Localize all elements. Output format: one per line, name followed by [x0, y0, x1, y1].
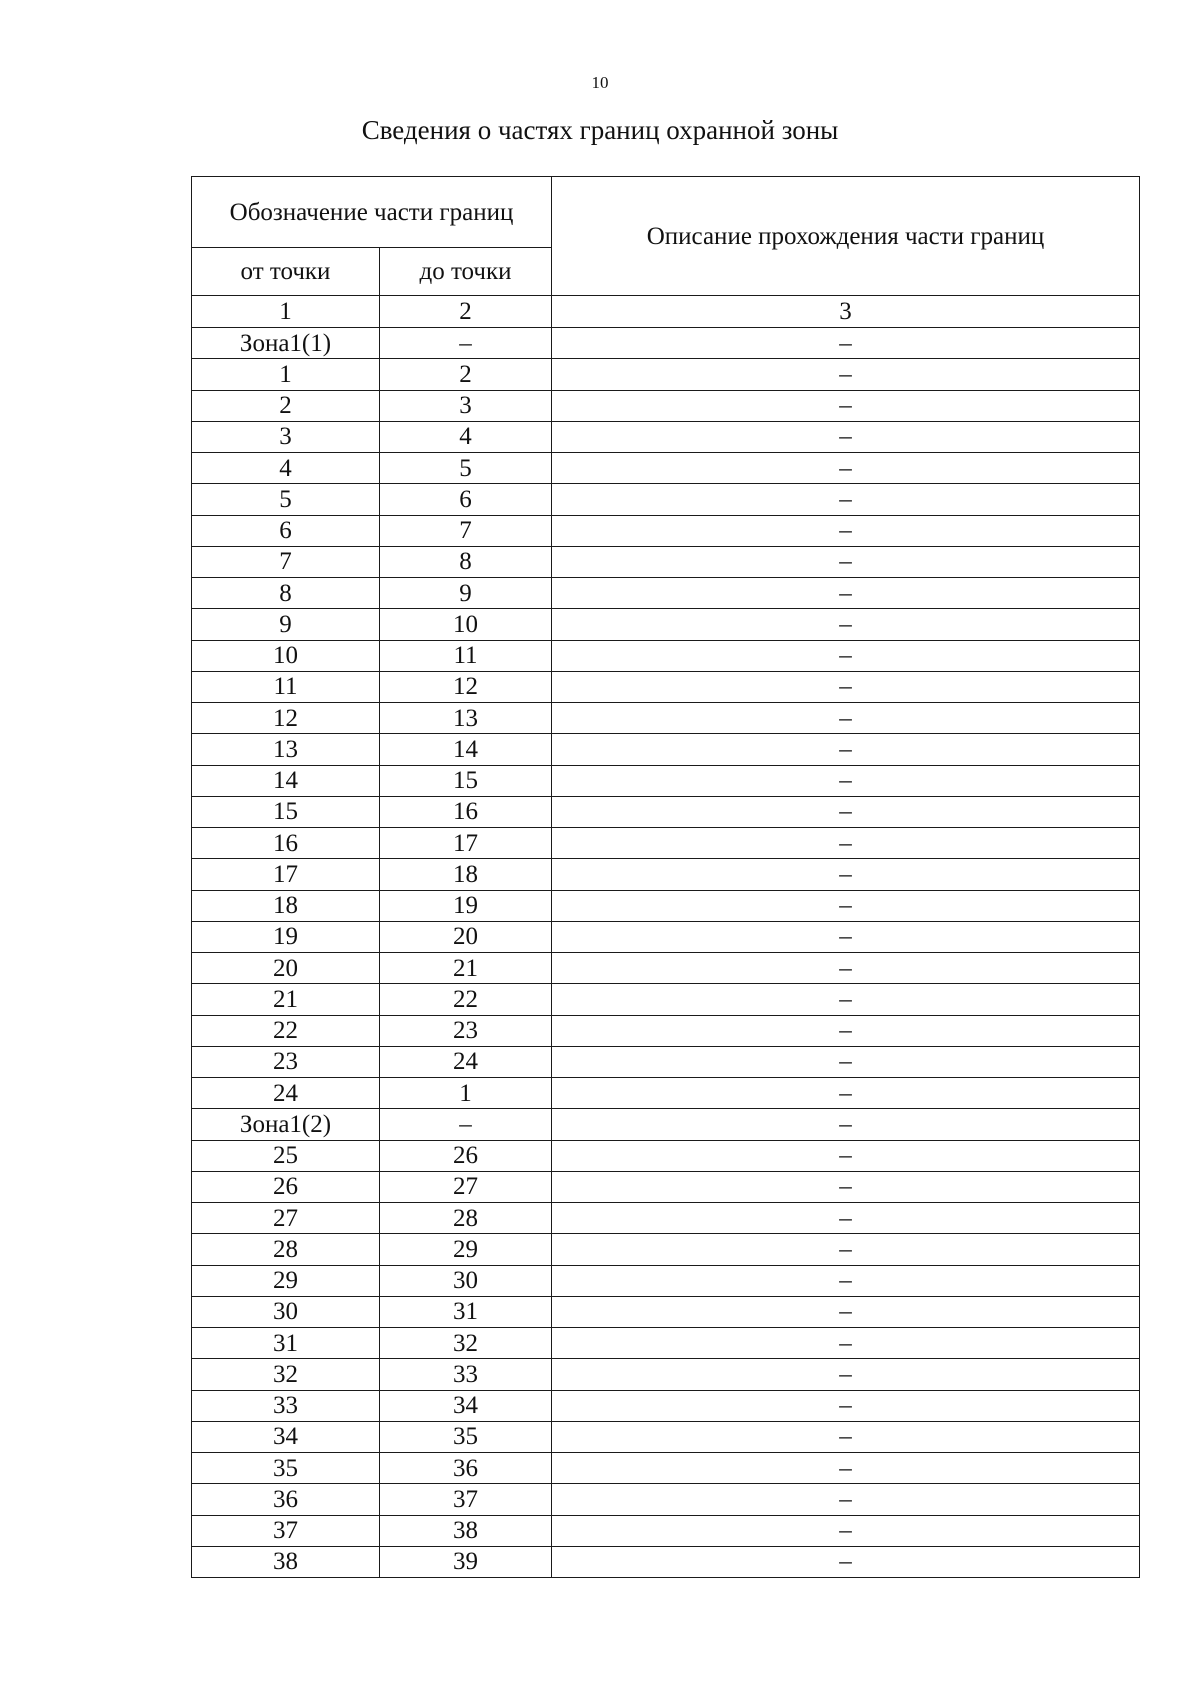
from-point-cell: 19 — [192, 921, 380, 952]
to-point-cell: 39 — [380, 1546, 552, 1577]
table-row — [192, 359, 1140, 390]
description-header: Описание прохождения части границ — [552, 177, 1140, 296]
description-cell: – — [552, 1140, 1140, 1171]
from-point-cell: 21 — [192, 984, 380, 1015]
to-point-cell: 6 — [380, 484, 552, 515]
description-cell: – — [552, 796, 1140, 827]
to-point-cell: 4 — [380, 421, 552, 452]
description-cell: – — [552, 1109, 1140, 1140]
table-row — [192, 1546, 1140, 1577]
description-cell: – — [552, 1046, 1140, 1077]
table-row — [192, 703, 1140, 734]
table-row — [192, 640, 1140, 671]
to-point-cell: 32 — [380, 1328, 552, 1359]
to-point-cell: 10 — [380, 609, 552, 640]
to-point-cell: 20 — [380, 921, 552, 952]
table-row — [192, 859, 1140, 890]
description-cell: – — [552, 1515, 1140, 1546]
to-point-cell: 16 — [380, 796, 552, 827]
description-cell: – — [552, 453, 1140, 484]
from-point-cell: 18 — [192, 890, 380, 921]
description-cell: – — [552, 703, 1140, 734]
table-row — [192, 1140, 1140, 1171]
description-cell: – — [552, 484, 1140, 515]
from-point-cell: 34 — [192, 1421, 380, 1452]
table-row — [192, 1171, 1140, 1202]
description-cell: – — [552, 984, 1140, 1015]
from-point-cell: 3 — [192, 421, 380, 452]
from-point-cell: 31 — [192, 1328, 380, 1359]
table-row — [192, 453, 1140, 484]
to-point-cell: 3 — [380, 390, 552, 421]
to-point-cell: 26 — [380, 1140, 552, 1171]
table-row — [192, 390, 1140, 421]
from-point-cell: 20 — [192, 953, 380, 984]
to-point-cell: 27 — [380, 1171, 552, 1202]
from-point-cell: 16 — [192, 828, 380, 859]
page-number: 10 — [591, 73, 609, 92]
from-point-cell: 2 — [192, 390, 380, 421]
table-row — [192, 1484, 1140, 1515]
description-cell: – — [552, 609, 1140, 640]
from-point-cell: 28 — [192, 1234, 380, 1265]
description-cell: – — [552, 1390, 1140, 1421]
description-cell: – — [552, 1234, 1140, 1265]
description-cell: – — [552, 1078, 1140, 1109]
to-point-cell: 30 — [380, 1265, 552, 1296]
from-point-cell: 37 — [192, 1515, 380, 1546]
from-point-cell: 23 — [192, 1046, 380, 1077]
from-point-cell: 4 — [192, 453, 380, 484]
table-row — [192, 828, 1140, 859]
table-row — [192, 1109, 1140, 1140]
from-point-cell: 32 — [192, 1359, 380, 1390]
table-row — [192, 328, 1140, 359]
table-row — [192, 734, 1140, 765]
from-point-cell: 8 — [192, 578, 380, 609]
to-point-cell: 24 — [380, 1046, 552, 1077]
description-cell: – — [552, 640, 1140, 671]
to-point-cell: 12 — [380, 671, 552, 702]
from-point-header: от точки — [192, 248, 380, 296]
to-point-cell: 2 — [380, 359, 552, 390]
table-row — [192, 1359, 1140, 1390]
from-point-cell: 6 — [192, 515, 380, 546]
from-point-cell: 12 — [192, 703, 380, 734]
table-row — [192, 796, 1140, 827]
from-point-cell: 36 — [192, 1484, 380, 1515]
to-point-cell: – — [380, 328, 552, 359]
to-point-header: до точки — [380, 248, 552, 296]
description-cell: – — [552, 515, 1140, 546]
column-number-row — [192, 296, 1140, 328]
table-row — [192, 484, 1140, 515]
table-row — [192, 1015, 1140, 1046]
table-row — [192, 921, 1140, 952]
table-row — [192, 546, 1140, 577]
to-point-cell: 36 — [380, 1453, 552, 1484]
description-cell: – — [552, 546, 1140, 577]
from-point-cell: 27 — [192, 1203, 380, 1234]
to-point-cell: 7 — [380, 515, 552, 546]
table-body — [192, 177, 1140, 1578]
description-cell: – — [552, 734, 1140, 765]
from-point-cell: 24 — [192, 1078, 380, 1109]
table-row — [192, 1046, 1140, 1077]
description-cell: – — [552, 1453, 1140, 1484]
to-point-cell: 9 — [380, 578, 552, 609]
from-point-cell: 22 — [192, 1015, 380, 1046]
from-point-cell: 29 — [192, 1265, 380, 1296]
to-point-cell: 34 — [380, 1390, 552, 1421]
column-number-3: 3 — [552, 296, 1140, 328]
from-point-cell: 5 — [192, 484, 380, 515]
description-cell: – — [552, 328, 1140, 359]
header-row-1 — [192, 177, 1140, 248]
to-point-cell: 28 — [380, 1203, 552, 1234]
from-point-cell: 15 — [192, 796, 380, 827]
description-cell: – — [552, 1265, 1140, 1296]
description-cell: – — [552, 890, 1140, 921]
table-row — [192, 671, 1140, 702]
description-cell: – — [552, 828, 1140, 859]
from-point-cell: 33 — [192, 1390, 380, 1421]
table-row — [192, 1515, 1140, 1546]
table-row — [192, 890, 1140, 921]
table-row — [192, 609, 1140, 640]
from-point-cell: 1 — [192, 359, 380, 390]
to-point-cell: 8 — [380, 546, 552, 577]
to-point-cell: 18 — [380, 859, 552, 890]
to-point-cell: 22 — [380, 984, 552, 1015]
to-point-cell: 1 — [380, 1078, 552, 1109]
from-point-cell: 35 — [192, 1453, 380, 1484]
from-point-cell: 7 — [192, 546, 380, 577]
to-point-cell: 14 — [380, 734, 552, 765]
description-cell: – — [552, 921, 1140, 952]
table-row — [192, 953, 1140, 984]
to-point-cell: 19 — [380, 890, 552, 921]
from-point-cell: Зона1(2) — [192, 1109, 380, 1140]
description-cell: – — [552, 859, 1140, 890]
table-row — [192, 1421, 1140, 1452]
table-row — [192, 578, 1140, 609]
description-cell: – — [552, 1203, 1140, 1234]
to-point-cell: 31 — [380, 1296, 552, 1327]
to-point-cell: 23 — [380, 1015, 552, 1046]
description-cell: – — [552, 359, 1140, 390]
to-point-cell: 5 — [380, 453, 552, 484]
to-point-cell: 37 — [380, 1484, 552, 1515]
to-point-cell: 21 — [380, 953, 552, 984]
to-point-cell: 35 — [380, 1421, 552, 1452]
from-point-cell: 13 — [192, 734, 380, 765]
table-row — [192, 765, 1140, 796]
description-cell: – — [552, 1328, 1140, 1359]
description-cell: – — [552, 1421, 1140, 1452]
to-point-cell: 33 — [380, 1359, 552, 1390]
from-point-cell: 14 — [192, 765, 380, 796]
page-title: Сведения о частях границ охранной зоны — [361, 115, 839, 145]
boundary-parts-table — [191, 176, 1140, 1578]
from-point-cell: 17 — [192, 859, 380, 890]
description-cell: – — [552, 578, 1140, 609]
table-row — [192, 1078, 1140, 1109]
from-point-cell: 26 — [192, 1171, 380, 1202]
to-point-cell: 15 — [380, 765, 552, 796]
description-cell: – — [552, 671, 1140, 702]
from-point-cell: 10 — [192, 640, 380, 671]
from-point-cell: 30 — [192, 1296, 380, 1327]
table-row — [192, 1296, 1140, 1327]
table-row — [192, 1234, 1140, 1265]
table-row — [192, 421, 1140, 452]
to-point-cell: 29 — [380, 1234, 552, 1265]
table-row — [192, 984, 1140, 1015]
from-point-cell: 9 — [192, 609, 380, 640]
to-point-cell: 38 — [380, 1515, 552, 1546]
table-row — [192, 1390, 1140, 1421]
to-point-cell: – — [380, 1109, 552, 1140]
to-point-cell: 17 — [380, 828, 552, 859]
table-row — [192, 515, 1140, 546]
to-point-cell: 13 — [380, 703, 552, 734]
description-cell: – — [552, 765, 1140, 796]
from-point-cell: Зона1(1) — [192, 328, 380, 359]
description-cell: – — [552, 1171, 1140, 1202]
description-cell: – — [552, 390, 1140, 421]
description-cell: – — [552, 421, 1140, 452]
column-number-1: 1 — [192, 296, 380, 328]
description-cell: – — [552, 1015, 1140, 1046]
description-cell: – — [552, 1296, 1140, 1327]
table-row — [192, 1203, 1140, 1234]
to-point-cell: 11 — [380, 640, 552, 671]
from-point-cell: 25 — [192, 1140, 380, 1171]
column-number-2: 2 — [380, 296, 552, 328]
description-cell: – — [552, 1359, 1140, 1390]
from-point-cell: 38 — [192, 1546, 380, 1577]
description-cell: – — [552, 953, 1140, 984]
description-cell: – — [552, 1546, 1140, 1577]
table-row — [192, 1453, 1140, 1484]
description-cell: – — [552, 1484, 1140, 1515]
table-row — [192, 1328, 1140, 1359]
designation-header: Обозначение части границ — [192, 177, 552, 248]
from-point-cell: 11 — [192, 671, 380, 702]
table-row — [192, 1265, 1140, 1296]
